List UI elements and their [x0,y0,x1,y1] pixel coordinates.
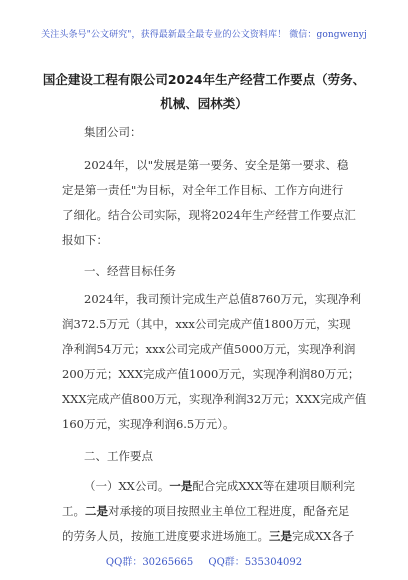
point-three-text: 完成XX各子 [292,529,355,543]
intro-line-4: 报如下： [62,233,108,247]
salutation: 集团公司： [84,125,142,139]
subsection-label: （一）XX公司。 [84,479,170,493]
section-1-line-6: 160万元，实现净利润6.5万元）。 [62,417,235,431]
intro-line-1: 2024年，以"发展是第一要务、安全是第一要求、稳 [84,158,349,172]
section-2-line-3 [62,528,354,544]
point-two-marker: 二是 [85,504,108,518]
intro-line-3: 了细化。结合公司实际，现将2024年生产经营工作要点汇 [62,208,356,222]
section-2-line-1 [84,478,355,494]
section-1-line-4: 200万元；XXX完成产值1000万元，实现净利润80万元； [62,367,360,381]
footer-contacts [0,553,408,568]
section-1-heading: 一、经营目标任务 [84,264,176,278]
line-text: 的劳务人员，按施工进度要求进场施工。 [62,529,269,543]
intro-line-2: 定是第一责任"为目标，对全年工作目标、工作方向进行 [62,183,344,197]
section-1-line-1: 2024年，我司预计完成生产总值8760万元，实现净利 [84,292,362,306]
qq-group-1: QQ群：30265665 [105,557,194,568]
section-1-line-5: XXX完成产值800万元，实现净利润32万元；XXX完成产值 [62,392,367,406]
section-1-line-3: 净利润54万元；xxx公司完成产值5000万元，实现净利润 [62,342,356,356]
header-note: 关注头条号"公文研究"，获得最新最全最专业的公文资料库！ 微信：gongwenyj [41,30,367,40]
qq-group-2: QQ群：535304092 [208,557,303,568]
line-text: 工。 [62,504,85,518]
document-title-continued: 机械、园林类） [160,96,248,111]
section-1-line-2: 润372.5万元（其中，xxx公司完成产值1800万元，实现 [62,317,351,331]
section-2-heading: 二、工作要点 [84,449,153,463]
document-title: 国企建设工程有限公司2024年生产经营工作要点（劳务、 [42,72,366,87]
section-2-line-2 [62,503,350,519]
point-one-marker: 一是 [169,479,193,493]
point-three-marker: 三是 [269,529,292,543]
point-one-text: 配合完成XXX等在建项目顺利完 [192,479,355,493]
point-two-text: 对承接的项目按照业主单位工程进度，配备充足 [108,504,350,518]
